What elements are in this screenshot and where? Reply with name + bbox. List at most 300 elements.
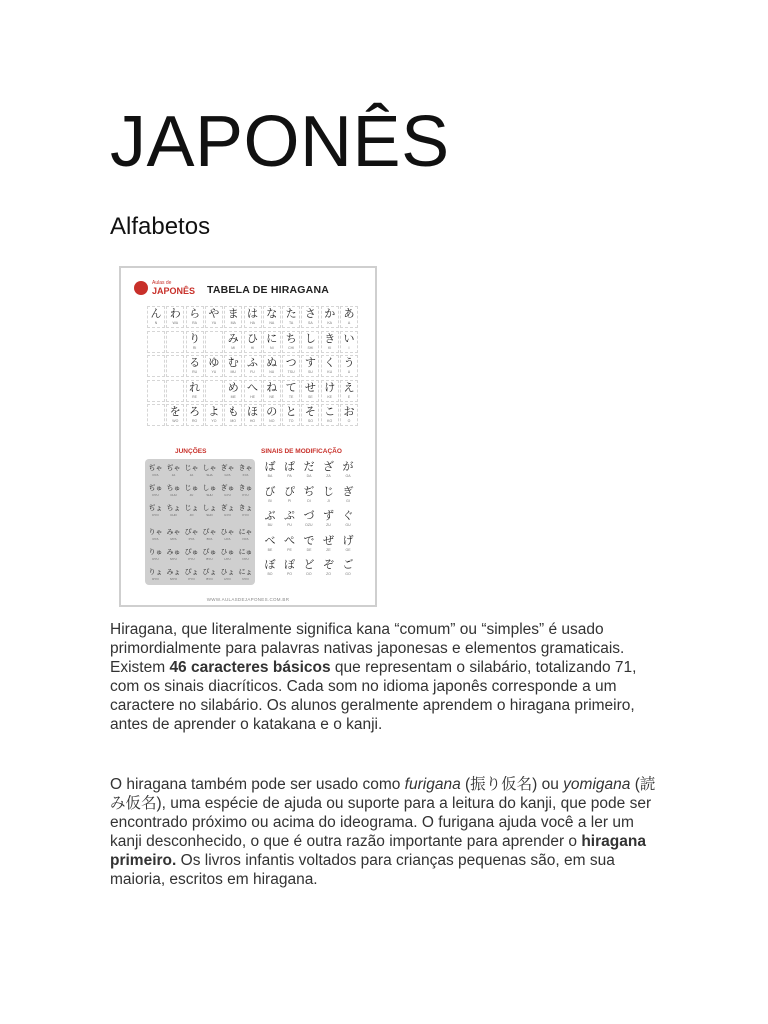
romaji-label: DYO [152, 513, 159, 517]
kana-char: ぢょ [148, 504, 163, 512]
hiragana-grid [147, 306, 359, 428]
kana-char: け [324, 380, 336, 394]
romaji-label: DE [306, 547, 312, 552]
romaji-label: NYO [242, 577, 249, 581]
kana-char: きゅ [238, 484, 253, 492]
kana-char: わ [169, 307, 181, 320]
romaji-label: U [347, 370, 351, 374]
hiragana-cell [224, 380, 242, 402]
romaji-label: GI [346, 498, 350, 503]
romaji-label: BE [267, 547, 273, 552]
hiragana-cell [244, 380, 262, 402]
p1-text-c: que representam o silabário, totalizando 71, com os sinais diacríticos. Cada som no idioma japonês corresponde a um caractere no silabário. Os alunos geralmente aprendem o hiragana primeiro, antes de aprender o katakana e o kanji. [110, 659, 637, 733]
kana-char: じょ [184, 504, 199, 512]
hiragana-cell [166, 380, 184, 402]
modifier-cell [300, 534, 318, 556]
juncao-cell [165, 567, 182, 585]
romaji-label: JI [327, 498, 330, 503]
hiragana-cell [263, 331, 281, 353]
romaji-label: BO [267, 572, 273, 576]
kana-char: ら [189, 307, 201, 320]
hiragana-cell [340, 404, 358, 426]
juncao-cell [183, 463, 200, 481]
hiragana-cell [244, 404, 262, 426]
kana-char: え [343, 380, 355, 394]
juncao-cell [183, 567, 200, 585]
romaji-label: HYA [224, 537, 231, 541]
romaji-label: DI [307, 498, 311, 503]
romaji-label: BA [267, 474, 273, 478]
kana-char: ま [227, 307, 239, 320]
kana-char: ぼ [264, 558, 276, 571]
romaji-label: NE [269, 394, 275, 399]
juncao-cell [237, 503, 254, 521]
romaji-label: YO [211, 419, 217, 423]
romaji-label: HI [250, 345, 255, 350]
romaji-label: TO [288, 419, 294, 423]
kana-char: ちゅ [166, 484, 181, 492]
kana-char: く [324, 356, 336, 369]
romaji-label: BI [268, 498, 272, 503]
kana-char: も [227, 405, 239, 418]
kana-char: きゃ [238, 464, 253, 472]
kana-char: こ [324, 405, 336, 418]
kana-char: そ [304, 405, 316, 418]
romaji-label: NI [270, 345, 274, 350]
romaji-label: HE [250, 394, 255, 399]
romaji-label: KI [328, 345, 332, 350]
juncao-cell [219, 503, 236, 521]
juncao-cell [183, 503, 200, 521]
kana-char: ぎ [342, 484, 354, 498]
hiragana-cell [166, 404, 184, 426]
hiragana-cell [147, 306, 165, 328]
juncao-cell [201, 527, 218, 545]
modifier-cell [339, 509, 357, 531]
romaji-label: TE [288, 394, 294, 399]
juncao-cell [201, 483, 218, 501]
romaji-label: HYU [224, 557, 231, 561]
romaji-label: MU [230, 370, 236, 374]
romaji-label: BYU [206, 557, 213, 561]
juncao-cell [183, 547, 200, 565]
kana-char: ね [266, 380, 278, 394]
romaji-label: NA [269, 321, 275, 325]
romaji-label: MYA [170, 537, 177, 541]
hiragana-cell [205, 355, 223, 377]
hiragana-cell [205, 380, 223, 402]
hiragana-cell [301, 404, 319, 426]
hiragana-cell [263, 380, 281, 402]
hiragana-cell [244, 331, 262, 353]
kana-char: む [227, 356, 239, 369]
romaji-label: GE [345, 547, 351, 552]
juncao-cell [147, 547, 164, 565]
juncao-cell [147, 503, 164, 521]
kana-char: ぶ [264, 509, 276, 522]
romaji-label: DA [306, 474, 312, 478]
modifier-cell [300, 558, 318, 580]
modifier-cell [281, 485, 299, 507]
romaji-label: PYO [188, 577, 195, 581]
romaji-label: RU [192, 370, 198, 374]
romaji-label: PYA [188, 537, 195, 541]
romaji-label: RO [191, 419, 198, 423]
juncao-cell [165, 463, 182, 481]
kana-char: りゅ [148, 548, 163, 556]
kana-char: ぎょ [220, 504, 235, 512]
hiragana-cell [224, 306, 242, 328]
modifier-cell [320, 485, 338, 507]
romaji-label: KYO [242, 513, 249, 517]
juncao-cell [165, 503, 182, 521]
kana-char: つ [285, 356, 297, 369]
juncao-cell [219, 567, 236, 585]
hiragana-cell [147, 380, 165, 402]
romaji-label: PO [286, 572, 293, 576]
modifier-cell [281, 534, 299, 556]
kana-char: ご [342, 558, 354, 571]
hiragana-cell [282, 306, 300, 328]
hiragana-cell [301, 355, 319, 377]
juncao-cell [219, 463, 236, 481]
romaji-label: RYO [152, 577, 159, 581]
kana-char: びょ [202, 568, 217, 576]
kana-char: ど [303, 558, 315, 571]
p2-bold: hiragana primeiro. [110, 833, 646, 869]
kana-char: びゅ [202, 548, 217, 556]
kana-char: ぴょ [184, 568, 199, 576]
romaji-label: DYA [152, 473, 159, 477]
kana-char: ぴ [284, 484, 295, 498]
romaji-label: MYU [170, 557, 177, 561]
romaji-label: JU [189, 493, 194, 497]
romaji-label: RE [192, 394, 198, 399]
juncao-cell [201, 567, 218, 585]
kana-char: ぢゅ [148, 484, 163, 492]
romaji-label: DO [306, 572, 312, 576]
kana-char: あ [343, 307, 355, 320]
romaji-label: ZO [326, 572, 331, 576]
kana-char: ぎゅ [220, 484, 235, 492]
juncao-cell [237, 567, 254, 585]
juncao-cell [201, 503, 218, 521]
kana-char: ひょ [220, 568, 235, 576]
kana-char: づ [303, 509, 315, 522]
kana-char: ざ [323, 460, 334, 473]
hiragana-cell [282, 380, 300, 402]
p1-text-a: Hiragana, que literalmente significa kana “comum” ou “simples” é usado primordialmente para palavras nativas japonesas e elementos gramaticais. Existem [110, 621, 625, 676]
romaji-label: NYU [242, 557, 249, 561]
romaji-label: ME [230, 394, 236, 399]
kana-char: る [189, 356, 201, 369]
hiragana-cell [263, 355, 281, 377]
kana-char: ぷ [284, 509, 295, 522]
kana-char: ぢゃ [148, 464, 163, 472]
modifier-cell [300, 485, 318, 507]
kana-char: ぬ [266, 356, 278, 369]
hiragana-cell [340, 355, 358, 377]
hiragana-cell [321, 331, 339, 353]
kana-char: みょ [166, 568, 181, 576]
modifier-cell [281, 558, 299, 580]
hiragana-cell [205, 404, 223, 426]
kana-char: ぱ [284, 460, 295, 473]
romaji-label: GYU [224, 493, 231, 497]
hiragana-cell [340, 380, 358, 402]
kana-char: しゃ [202, 464, 217, 472]
juncao-cell [165, 527, 182, 545]
modifier-cell [261, 534, 279, 556]
romaji-label: JA [171, 473, 176, 477]
kana-char: へ [247, 380, 258, 394]
modifier-cell [320, 534, 338, 556]
juncao-cell [237, 483, 254, 501]
hiragana-cell [321, 306, 339, 328]
romaji-label: WO [172, 419, 179, 423]
kana-char: ぜ [323, 533, 334, 547]
logo-icon [134, 281, 148, 295]
juncao-cell [237, 547, 254, 565]
kana-char: ほ [247, 405, 258, 418]
modifiers-title: SINAIS DE MODIFICAÇÃO [261, 448, 342, 455]
kana-char: ちょ [166, 504, 181, 512]
logo-big-text: JAPONÊS [152, 286, 196, 296]
romaji-label: BYA [206, 537, 213, 541]
kana-char: ぴゃ [184, 528, 199, 536]
juncao-cell [219, 527, 236, 545]
kana-char: しょ [202, 504, 217, 512]
modifier-cell [281, 460, 299, 482]
kana-char: ひゅ [220, 548, 235, 556]
page-title: JAPONÊS [110, 102, 450, 182]
modifier-cell [261, 558, 279, 580]
modifier-cell [339, 534, 357, 556]
juncao-cell [147, 567, 164, 585]
kana-char: じ [323, 484, 334, 498]
romaji-label: GYO [224, 513, 231, 517]
modifier-cell [261, 509, 279, 531]
hiragana-cell [340, 306, 358, 328]
romaji-label: MO [230, 419, 236, 423]
romaji-label: GA [345, 474, 351, 478]
romaji-label: DZU [305, 523, 313, 527]
hiragana-cell [166, 306, 184, 328]
hiragana-cell [147, 355, 165, 377]
romaji-label: FU [250, 370, 255, 374]
juncao-cell [237, 463, 254, 481]
paragraph-1 [110, 620, 670, 734]
romaji-label: BU [267, 523, 273, 527]
juncao-cell [237, 527, 254, 545]
romaji-label: NU [269, 370, 275, 374]
kana-char: よ [208, 405, 220, 418]
romaji-label: SHA [206, 473, 213, 477]
hiragana-cell [186, 306, 204, 328]
romaji-label: SO [307, 419, 313, 423]
kana-char: た [285, 307, 297, 320]
hiragana-cell [263, 404, 281, 426]
juncao-cell [147, 483, 164, 501]
hiragana-cell [186, 355, 204, 377]
modifier-cell [339, 485, 357, 507]
romaji-label: SE [308, 394, 313, 399]
hiragana-cell [321, 404, 339, 426]
hiragana-cell [147, 331, 165, 353]
logo [152, 280, 212, 296]
kana-char: は [247, 307, 258, 320]
romaji-label: MA [230, 321, 236, 325]
p2-furigana: furigana [404, 776, 461, 793]
kana-char: ぐ [342, 509, 354, 522]
modifier-cell [339, 460, 357, 482]
modifier-cell [339, 558, 357, 580]
romaji-label: SU [307, 370, 313, 374]
kana-char: だ [303, 460, 315, 473]
kana-char: か [324, 307, 336, 320]
modifier-cell [320, 460, 338, 482]
section-heading: Alfabetos [110, 213, 211, 240]
kana-char: じゃ [184, 464, 199, 472]
romaji-label: PA [287, 474, 292, 478]
romaji-label: DYU [152, 493, 159, 497]
hiragana-cell [205, 306, 223, 328]
kana-char: さ [304, 307, 316, 320]
romaji-label: N [154, 321, 158, 325]
hiragana-cell [301, 380, 319, 402]
juncao-cell [201, 463, 218, 481]
romaji-label: KE [327, 394, 333, 399]
juncao-cell [201, 547, 218, 565]
kana-char: お [343, 405, 355, 418]
kana-char: み [227, 331, 239, 345]
romaji-label: YU [211, 370, 217, 374]
romaji-label: KYU [242, 493, 249, 497]
romaji-label: NYA [242, 537, 249, 541]
hiragana-cell [301, 306, 319, 328]
juncao-cell [219, 547, 236, 565]
kana-char: ん [150, 307, 162, 320]
kana-char: う [343, 356, 355, 369]
modifier-cell [281, 509, 299, 531]
hiragana-cell [340, 331, 358, 353]
romaji-label: JA [189, 473, 194, 477]
kana-char: にゃ [238, 528, 253, 536]
juncao-cell [183, 527, 200, 545]
kana-char: ず [323, 509, 334, 522]
hiragana-cell [147, 404, 165, 426]
modifier-cell [320, 509, 338, 531]
hiragana-cell [282, 404, 300, 426]
romaji-label: CHO [170, 513, 177, 517]
p2-text-b: (振り仮名) ou [460, 776, 564, 793]
kana-char: に [266, 331, 278, 345]
modifier-cell [261, 460, 279, 482]
romaji-label: PI [287, 498, 292, 503]
kana-char: きょ [238, 504, 253, 512]
kana-char: や [208, 307, 220, 320]
kana-char: ろ [189, 405, 201, 418]
romaji-label: BYO [206, 577, 213, 581]
p2-text-c: (読み仮名), uma espécie de ajuda ou suporte para a leitura do kanji, que pode ser encontrado próximo ou acima do ideograma. O furigana ajuda você a ler um kanji desconhecido, o que é outra razão importante para aprender o [110, 776, 656, 850]
hiragana-cell [282, 331, 300, 353]
paragraph-2 [110, 775, 670, 889]
modifier-cell [320, 558, 338, 580]
romaji-label: SHU [206, 493, 213, 497]
hiragana-cell [186, 380, 204, 402]
romaji-label: YA [211, 321, 217, 325]
kana-char: り [189, 331, 201, 345]
romaji-label: RYA [152, 537, 159, 541]
kana-char: みゃ [166, 528, 181, 536]
romaji-label: A [347, 321, 351, 325]
hiragana-cell [263, 306, 281, 328]
romaji-label: TSU [287, 370, 295, 374]
kana-char: ひゃ [220, 528, 235, 536]
romaji-label: HYO [224, 577, 231, 581]
p1-bold: 46 caracteres básicos [169, 659, 331, 676]
kana-char: にょ [238, 568, 253, 576]
kana-char: びゃ [202, 528, 217, 536]
hiragana-cell [244, 355, 262, 377]
hiragana-cell [301, 331, 319, 353]
kana-char: ふ [247, 356, 258, 369]
juncao-cell [165, 547, 182, 565]
romaji-label: I [348, 345, 350, 350]
hiragana-cell [321, 355, 339, 377]
juncao-cell [219, 483, 236, 501]
p2-yomigana: yomigana [563, 776, 631, 793]
kana-char: りゃ [148, 528, 163, 536]
hiragana-cell [166, 355, 184, 377]
kana-char: め [227, 380, 239, 394]
romaji-label: KA [327, 321, 333, 325]
romaji-label: GU [345, 523, 351, 527]
romaji-label: CHI [288, 345, 295, 350]
romaji-label: KYA [242, 473, 249, 477]
hiragana-cell [186, 404, 204, 426]
chart-url: WWW.AULASDEJAPONES.COM.BR [206, 597, 290, 602]
modifier-cell [300, 460, 318, 482]
kana-char: げ [342, 533, 354, 547]
romaji-label: PU [287, 523, 292, 527]
romaji-label: RA [192, 321, 198, 325]
romaji-label: HO [249, 419, 256, 423]
romaji-label: PYU [188, 557, 195, 561]
kana-char: ぎゃ [220, 464, 235, 472]
chart-title: TABELA DE HIRAGANA [207, 284, 330, 296]
p2-text-a: O hiragana também pode ser usado como [110, 776, 405, 793]
hiragana-cell [205, 331, 223, 353]
kana-char: が [342, 460, 354, 473]
hiragana-cell [166, 331, 184, 353]
kana-char: い [343, 331, 355, 345]
kana-char: で [303, 533, 315, 547]
kana-char: りょ [148, 568, 163, 576]
kana-char: ち [285, 331, 297, 345]
hiragana-cell [282, 355, 300, 377]
romaji-label: ZE [326, 547, 331, 552]
kana-char: ぴゅ [184, 548, 199, 556]
modifiers-table [259, 458, 359, 578]
modifier-cell [261, 485, 279, 507]
kana-char: ぽ [284, 558, 295, 571]
hiragana-cell [321, 380, 339, 402]
romaji-label: KU [327, 370, 333, 374]
romaji-label: KO [327, 419, 333, 423]
kana-char: ぺ [284, 533, 295, 547]
kana-char: ひ [247, 331, 258, 345]
